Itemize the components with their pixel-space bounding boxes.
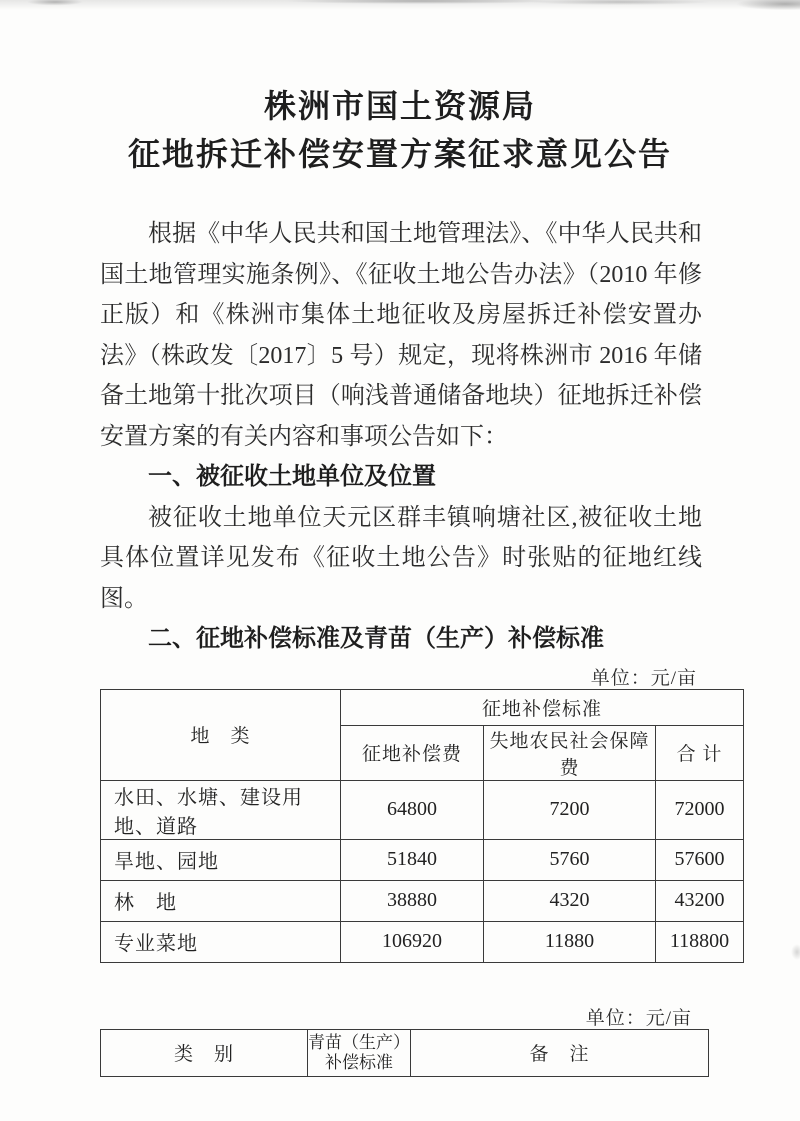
cell-fee: 38880	[341, 880, 484, 921]
cell-total: 57600	[656, 839, 744, 880]
title-line-1: 株洲市国土资源局	[263, 88, 536, 124]
cell-security: 11880	[484, 921, 656, 962]
cell-total: 72000	[656, 780, 744, 839]
header-seedling-standard-line1: 青苗（生产）	[308, 1032, 410, 1052]
section1-heading: 一、被征收土地单位及位置	[148, 464, 436, 490]
table-row	[101, 780, 744, 839]
cell-land-type: 林 地	[101, 880, 341, 921]
compensation-table-unit-label: 单位：元/亩	[590, 667, 697, 689]
table-row	[101, 880, 744, 921]
header-total: 合 计	[656, 725, 744, 780]
cell-land-type: 旱地、园地	[101, 839, 341, 880]
header-compensation-fee: 征地补偿费	[341, 725, 484, 780]
header-remark: 备 注	[411, 1029, 709, 1076]
intro-paragraph: 根据《中华人民共和国土地管理法》、《中华人民共和国土地管理实施条例》、《征收土地公告办法》（2010 年修正版）和《株洲市集体土地征收及房屋拆迁补偿安置办法》（株政发〔2017〕5 号）规定，现将株洲市 2016 年储备土地第十批次项目（响浅普通储备地块）征地拆迁补偿安置方案的有关内容和事项公告如下：	[100, 221, 702, 450]
header-seedling-standard	[308, 1029, 411, 1076]
seedling-compensation-table	[100, 1029, 709, 1077]
section1-paragraph: 被征收土地单位天元区群丰镇响塘社区,被征收土地具体位置详见发布《征收土地公告》时张贴的征地红线图。	[100, 504, 702, 612]
table-row	[101, 921, 744, 962]
scan-artifact-right-edge	[791, 944, 800, 960]
cell-total: 118800	[656, 921, 744, 962]
document-body	[100, 214, 702, 660]
cell-fee: 106920	[341, 921, 484, 962]
cell-land-type: 水田、水塘、建设用地、道路	[101, 780, 341, 839]
cell-security: 5760	[484, 839, 656, 880]
compensation-table	[100, 689, 744, 963]
cell-security: 4320	[484, 880, 656, 921]
header-land-type: 地 类	[101, 689, 341, 780]
document-title	[0, 0, 800, 178]
seedling-table-unit-label: 单位：元/亩	[585, 1007, 692, 1029]
cell-fee: 51840	[341, 839, 484, 880]
section2-heading: 二、征地补偿标准及青苗（生产）补偿标准	[148, 626, 604, 652]
cell-total: 43200	[656, 880, 744, 921]
header-social-security: 失地农民社会保障费	[484, 725, 656, 780]
cell-fee: 64800	[341, 780, 484, 839]
header-group-compensation-standard: 征地补偿标准	[341, 689, 744, 725]
cell-security: 7200	[484, 780, 656, 839]
title-line-2: 征地拆迁补偿安置方案征求意见公告	[127, 136, 672, 172]
header-seedling-standard-line2: 补偿标准	[325, 1052, 393, 1072]
table-row	[101, 839, 744, 880]
cell-land-type: 专业菜地	[101, 921, 341, 962]
header-category: 类 别	[101, 1029, 308, 1076]
scan-artifact-top-edge	[0, 0, 800, 14]
